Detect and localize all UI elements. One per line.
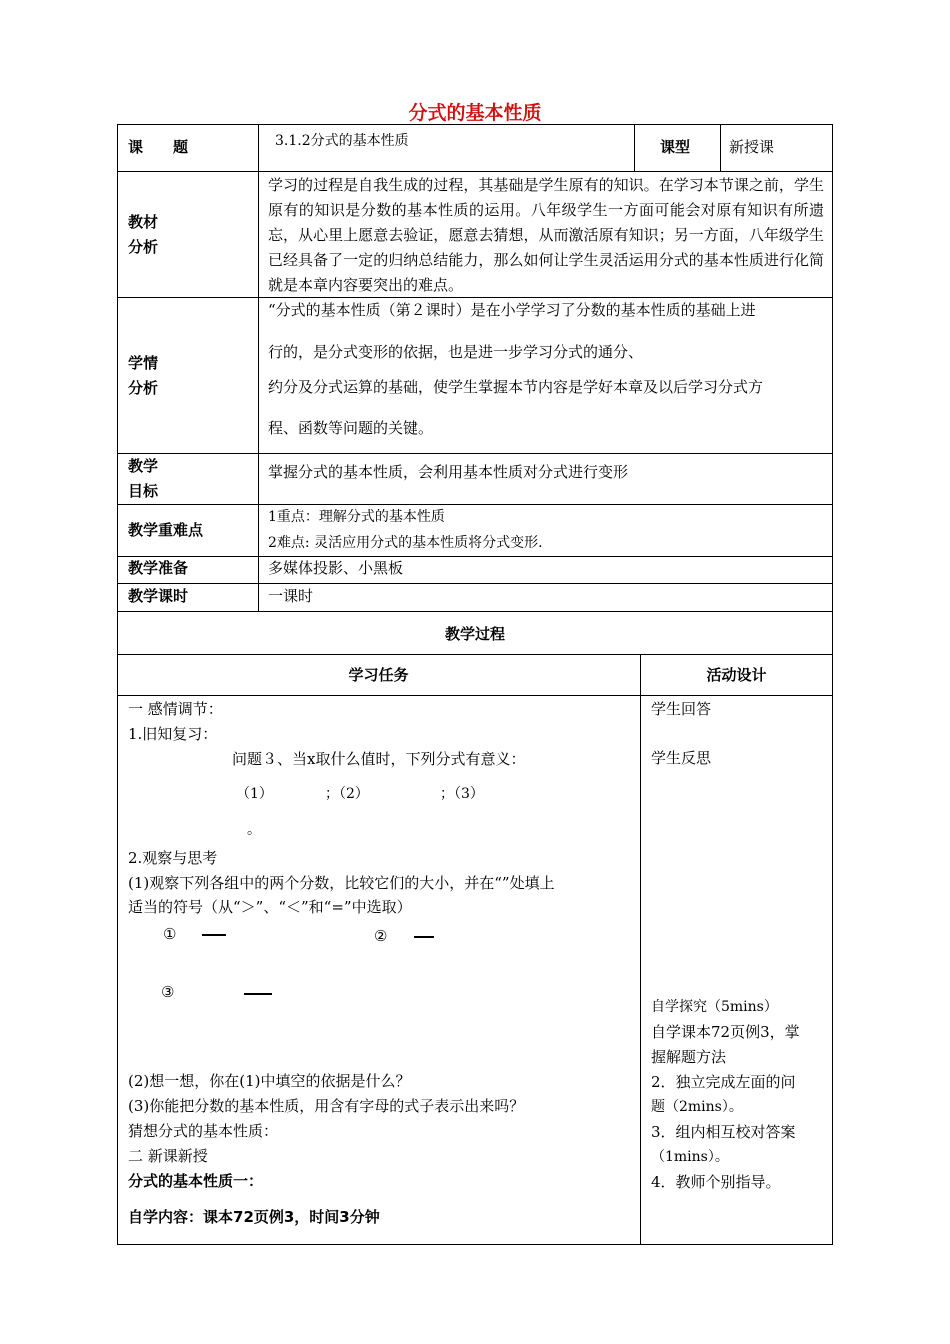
task-line: 二 新课新授 <box>128 1147 208 1165</box>
divider <box>117 171 833 172</box>
goal-label: 目标 <box>128 482 159 500</box>
divider <box>117 611 833 612</box>
page-title: 分式的基本性质 <box>408 102 542 124</box>
comparison-marker: ① <box>163 925 177 943</box>
topic-label: 课 题 <box>128 138 189 156</box>
material-label: 教材 <box>128 213 159 231</box>
task-line: 问题３、当x取什么值时，下列分式有意义： <box>232 750 526 768</box>
activity-line: 题（2mins）。 <box>651 1099 743 1115</box>
student-text-line: 程、函数等问题的关键。 <box>268 419 434 437</box>
fraction-item: （1） <box>236 786 273 802</box>
task-line: 一 感情调节： <box>128 700 223 718</box>
divider <box>117 695 833 696</box>
fraction-item: ；（3） <box>440 786 484 802</box>
fraction-bar <box>202 934 226 936</box>
activity-line: 握解题方法 <box>651 1048 727 1066</box>
key-points-label: 教学重难点 <box>128 521 204 539</box>
topic-value: 3.1.2分式的基本性质 <box>275 133 409 149</box>
task-line: (1)观察下列各组中的两个分数，比较它们的大小，并在“”处填上 <box>128 874 555 892</box>
task-line: 适当的符号（从“＞”、“＜”和“=”中选取） <box>128 898 412 916</box>
activity-column-header: 活动设计 <box>706 666 767 684</box>
divider <box>117 556 833 557</box>
preparation-label: 教学准备 <box>128 559 189 577</box>
material-label: 分析 <box>128 238 159 256</box>
task-line: 。 <box>247 822 261 838</box>
divider <box>258 124 259 612</box>
lesson-type-label: 课型 <box>660 138 691 156</box>
preparation-text: 多媒体投影、小黑板 <box>268 559 404 577</box>
task-line: 分式的基本性质一： <box>128 1172 264 1190</box>
divider <box>720 124 721 171</box>
comparison-marker: ② <box>374 927 388 945</box>
process-heading: 教学过程 <box>444 625 505 643</box>
material-text: 学习的过程是自我生成的过程，其基础是学生原有的知识。在学习本节课之前，学生原有的知识是分数的基本性质的运用。八年级学生一方面可能会对原有知识有所遗忘，从心里上愿意去验证，愿意去猜想，从而激活原有知识；另一方面，八年级学生已经具备了一定的归纳总结能力，那么如何让学生灵活运用分式的基本性质进行化简就是本章内容要突出的难点。 <box>268 176 824 294</box>
goal-text: 掌握分式的基本性质，会利用基本性质对分式进行变形 <box>268 463 629 481</box>
student-label: 学情 <box>128 354 159 372</box>
divider <box>117 583 833 584</box>
task-column-header: 学习任务 <box>348 666 409 684</box>
student-text-line: 行的，是分式变形的依据，也是进一步学习分式的通分、 <box>268 343 644 361</box>
comparison-marker: ③ <box>161 983 175 1001</box>
activity-line: （1mins）。 <box>651 1149 729 1165</box>
student-text-line: 约分及分式运算的基础，使学生掌握本节内容是学好本章及以后学习分式方 <box>268 378 764 396</box>
fraction-item: ；（2） <box>325 786 369 802</box>
task-line: (2)想一想，你在(1)中填空的依据是什么？ <box>128 1072 411 1090</box>
divider <box>640 654 641 1245</box>
student-text-line: “分式的基本性质（第２课时）是在小学学习了分数的基本性质的基础上进 <box>268 301 756 319</box>
fraction-bar <box>414 936 434 938</box>
task-line: 1.旧知复习： <box>128 725 218 743</box>
activity-line: 自学课本72页例3，掌 <box>651 1023 800 1041</box>
task-line: (3)你能把分数的基本性质，用含有字母的式子表示出来吗？ <box>128 1097 525 1115</box>
activity-line: 2．独立完成左面的问 <box>651 1073 796 1091</box>
key-point-line: 2难点: 灵活应用分式的基本性质将分式变形. <box>268 535 543 551</box>
hours-label: 教学课时 <box>128 587 189 605</box>
key-point-line: 1重点：理解分式的基本性质 <box>268 509 445 525</box>
student-label: 分析 <box>128 379 159 397</box>
lesson-type-value: 新授课 <box>729 138 775 156</box>
task-line: 自学内容：课本72页例3，时间3分钟 <box>128 1208 380 1226</box>
divider <box>634 124 635 171</box>
goal-label: 教学 <box>128 457 159 475</box>
divider <box>117 504 833 505</box>
hours-text: 一课时 <box>268 587 314 605</box>
divider <box>117 654 833 655</box>
divider <box>117 453 833 454</box>
activity-line: 4．教师个别指导。 <box>651 1173 781 1191</box>
activity-line: 3．组内相互校对答案 <box>651 1123 796 1141</box>
activity-line: 自学探究（5mins） <box>651 999 778 1015</box>
fraction-bar <box>244 993 272 995</box>
task-line: 猜想分式的基本性质： <box>128 1122 279 1140</box>
activity-line: 学生回答 <box>651 700 712 718</box>
activity-line: 学生反思 <box>651 749 712 767</box>
task-line: 2.观察与思考 <box>128 849 218 867</box>
